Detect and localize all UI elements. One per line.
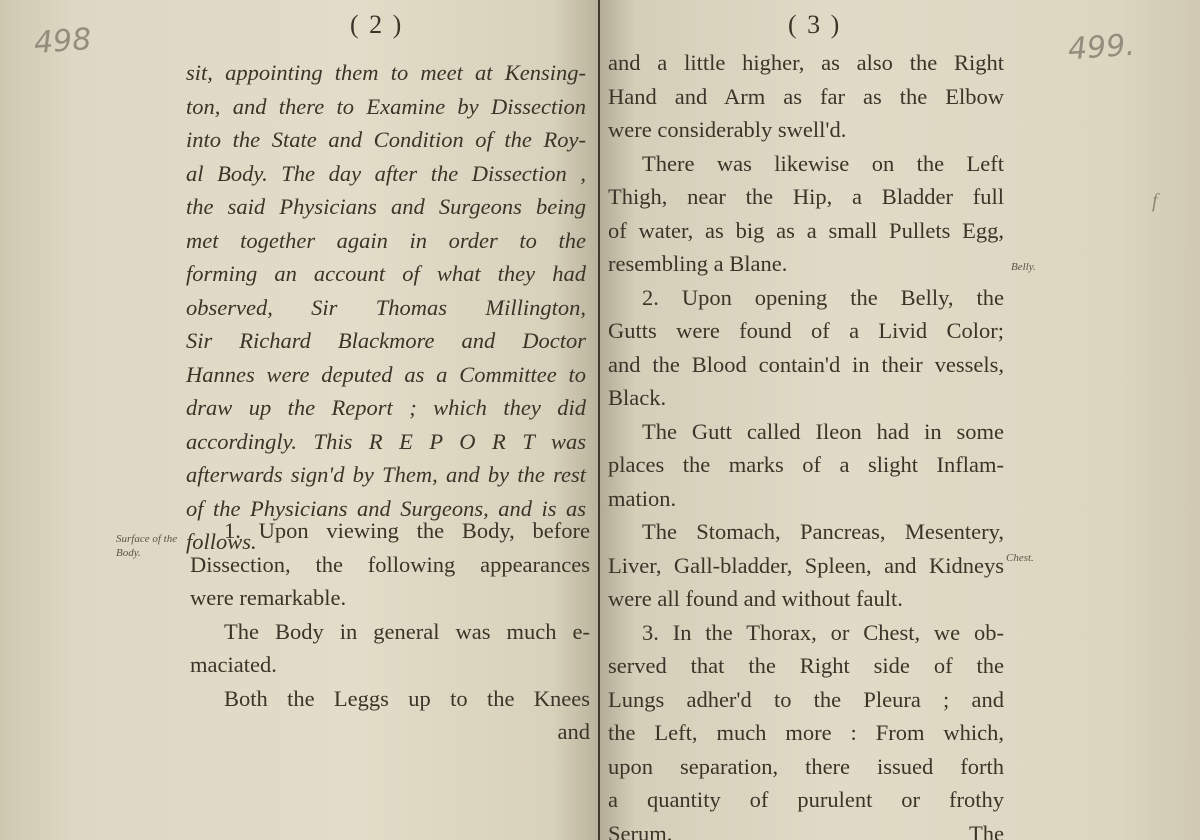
text-line: maciated. — [190, 652, 277, 677]
text-line: al Body. The day after the Dissection , — [186, 160, 586, 186]
text-line: afterwards sign'd by Them, and by the rest — [186, 462, 586, 487]
text-line: Lungs adher'd to the Pleura ; and — [608, 686, 1004, 712]
text-line: were considerably swell'd. — [608, 117, 847, 142]
text-line: of the Physicians and Surgeons, and is as — [186, 495, 586, 521]
text-line: There was likewise on the Left — [642, 150, 1004, 176]
text-line: Liver, Gall-bladder, Spleen, and Kidneys — [608, 552, 1004, 578]
text-line: a quantity of purulent or frothy — [608, 787, 1004, 812]
text-line: 1. Upon viewing the Body, before — [224, 518, 590, 543]
text-line: served that the Right side of the — [608, 653, 1004, 678]
text-line: Hand and Arm as far as the Elbow — [608, 83, 1004, 109]
text-line: upon separation, there issued forth — [608, 753, 1004, 779]
marginal-note-belly: Belly. — [1011, 261, 1036, 273]
text-line: The Gutt called Ileon had in some — [642, 418, 1004, 444]
page-number-3: ( 3 ) — [788, 10, 842, 39]
text-line: and the Blood contain'd in their vessels, — [608, 351, 1004, 377]
text-line: accordingly. This R E P O R T was — [186, 428, 586, 454]
text-line: places the marks of a slight Inflam- — [608, 452, 1004, 477]
text-line: of water, as big as a small Pullets Egg, — [608, 217, 1004, 243]
margin-mark: f — [1152, 190, 1158, 212]
left-bottom-paragraph — [190, 514, 590, 749]
right-page-text — [608, 46, 1004, 840]
text-line: forming an account of what they had — [186, 261, 586, 286]
text-line: 3. In the Thorax, or Chest, we ob- — [642, 619, 1004, 645]
text-line: and a little higher, as also the Right — [608, 50, 1004, 75]
text-line: into the State and Condition of the Roy- — [186, 127, 586, 152]
marginal-note-chest: Chest. — [1006, 552, 1034, 564]
text-line: Gutts were found of a Livid Color; — [608, 318, 1004, 343]
text-line: Sir Richard Blackmore and Doctor — [186, 328, 586, 353]
marginal-note-surface: Surface of the Body. — [116, 533, 178, 559]
text-line: met together again in order to the — [186, 227, 586, 253]
catchword: The — [969, 820, 1004, 840]
text-line: resembling a Blane. — [608, 251, 788, 276]
text-line: draw up the Report ; which they did — [186, 395, 586, 420]
text-line: The Stomach, Pancreas, Mesentery, — [642, 519, 1004, 544]
page-number-2: ( 2 ) — [350, 10, 404, 39]
text-line: ton, and there to Examine by Dissection — [186, 93, 586, 119]
text-line: Thigh, near the Hip, a Bladder full — [608, 184, 1004, 209]
text-line: The Body in general was much e- — [224, 618, 590, 644]
catchword: and — [557, 719, 590, 744]
text-line: sit, appointing them to meet at Kensing- — [186, 60, 586, 85]
pencil-page-number-left: 498 — [32, 22, 93, 61]
text-line: 2. Upon opening the Belly, the — [642, 284, 1004, 310]
text-line: were all found and without fault. — [608, 586, 903, 611]
text-line: follows. — [186, 529, 257, 554]
text-line: the said Physicians and Surgeons being — [186, 194, 586, 219]
text-line: mation. — [608, 485, 677, 511]
text-line: the Left, much more : From which, — [608, 720, 1004, 745]
text-line: Dissection, the following appearances — [190, 551, 590, 577]
text-line: Serum. — [608, 820, 673, 840]
left-top-paragraph — [186, 56, 586, 559]
text-line: Hannes were deputed as a Committee to — [186, 361, 586, 387]
text-line: observed, Sir Thomas Millington, — [186, 294, 586, 320]
text-line: Black. — [608, 385, 667, 410]
text-line: were remarkable. — [190, 585, 347, 610]
pencil-page-number-right: 499. — [1066, 27, 1136, 68]
text-line: Both the Leggs up to the Knees — [224, 685, 590, 711]
